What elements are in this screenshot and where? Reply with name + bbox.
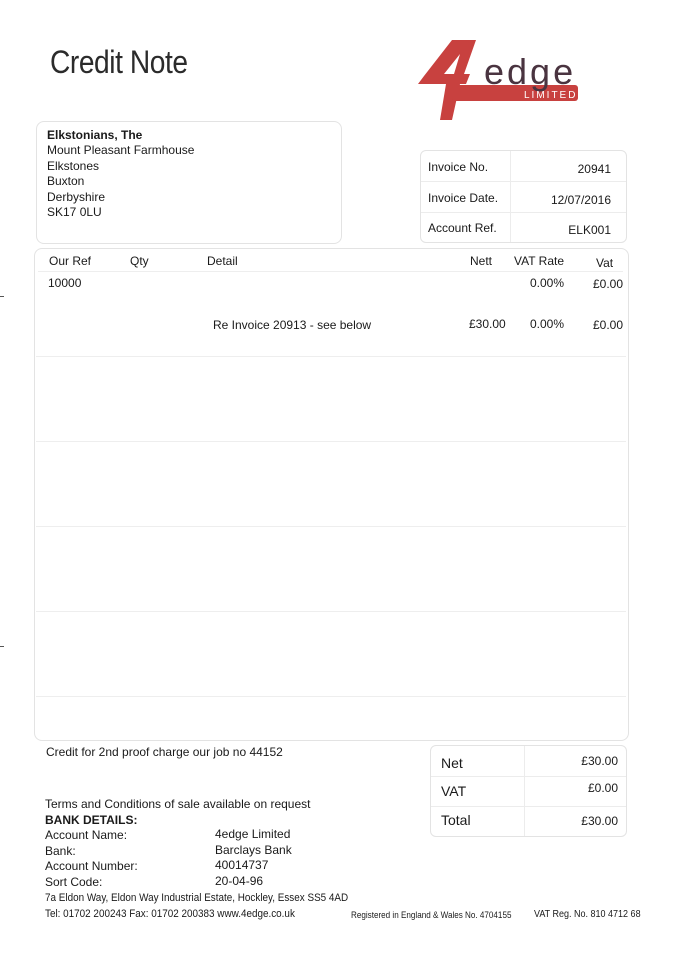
- bank-label: Bank:: [45, 844, 76, 858]
- page-title: Credit Note: [50, 44, 188, 80]
- credit-note-remark: Credit for 2nd proof charge our job no 44152: [46, 745, 283, 759]
- table-row-divider: [36, 526, 626, 527]
- bank-label: Account Number:: [45, 859, 138, 873]
- col-header-detail: Detail: [207, 254, 238, 268]
- row2-vat: £0.00: [593, 318, 624, 332]
- account-ref-value: ELK001: [568, 223, 611, 237]
- vat-registration: VAT Reg. No. 810 4712 68: [534, 909, 641, 920]
- terms-text: Terms and Conditions of sale available on request: [45, 797, 311, 811]
- bank-details-heading: BANK DETAILS:: [45, 813, 138, 827]
- invoice-date-value: 12/07/2016: [550, 193, 611, 207]
- vat-value: £0.00: [587, 781, 618, 795]
- account-ref-row: [421, 212, 626, 242]
- company-logo: [414, 34, 620, 126]
- row2-nett: £30.00: [469, 317, 506, 331]
- bank-value: 20-04-96: [215, 874, 264, 888]
- bank-value: 40014737: [215, 858, 269, 872]
- fold-mark: [0, 296, 4, 297]
- invoice-details-box: [420, 150, 627, 243]
- table-row-divider: [36, 441, 626, 442]
- bank-label: Sort Code:: [45, 875, 103, 889]
- invoice-date-row: [421, 182, 626, 213]
- bank-value: 4edge Limited: [215, 827, 291, 841]
- col-header-vat-rate: VAT Rate: [514, 254, 565, 268]
- company-contact: Tel: 01702 200243 Fax: 01702 200383 www.4edge.co.uk: [45, 908, 295, 920]
- col-header-ref: Our Ref: [49, 254, 92, 268]
- row2-detail: Re Invoice 20913 - see below: [213, 318, 372, 332]
- total-value: £30.00: [581, 814, 618, 828]
- address-line: Mount Pleasant Farmhouse: [47, 143, 195, 157]
- address-line: Elkstones: [47, 159, 100, 173]
- col-header-vat: Vat: [596, 256, 614, 270]
- invoice-date-label: Invoice Date.: [428, 191, 499, 205]
- row1-vat: £0.00: [593, 277, 624, 291]
- net-value: £30.00: [581, 754, 618, 768]
- bank-label: Account Name:: [45, 828, 128, 842]
- col-header-nett: Nett: [470, 254, 493, 268]
- company-address: 7a Eldon Way, Eldon Way Industrial Estate, Hockley, Essex SS5 4AD: [45, 892, 349, 904]
- table-row-divider: [36, 356, 626, 357]
- customer-name: Elkstonians, The: [47, 128, 143, 142]
- company-registration: Registered in England & Wales No. 4704155: [351, 910, 512, 920]
- invoice-number-row: [421, 151, 626, 182]
- invoice-number-label: Invoice No.: [428, 160, 489, 174]
- totals-total-row: [431, 806, 626, 836]
- row2-vat-rate: 0.00%: [530, 317, 565, 331]
- totals-net-row: [431, 746, 626, 777]
- fold-mark: [0, 646, 4, 647]
- logo-four-shape: [418, 40, 476, 120]
- total-label: Total: [441, 812, 471, 828]
- net-label: Net: [441, 755, 463, 771]
- vat-label: VAT: [441, 783, 467, 799]
- address-line: Buxton: [47, 174, 85, 188]
- address-line: Derbyshire: [47, 190, 106, 204]
- totals-vat-row: [431, 776, 626, 807]
- table-row-divider: [36, 696, 626, 697]
- table-row-divider: [36, 611, 626, 612]
- bank-value: Barclays Bank: [215, 843, 292, 857]
- col-header-qty: Qty: [130, 254, 149, 268]
- invoice-number-value: 20941: [577, 162, 611, 176]
- address-line: SK17 0LU: [47, 205, 102, 219]
- row1-ref: 10000: [48, 276, 82, 290]
- logo-wordmark: edge: [484, 51, 577, 92]
- totals-box: [430, 745, 627, 837]
- header-divider: [38, 271, 623, 272]
- logo-tagline: LIMITED: [524, 90, 578, 101]
- row1-vat-rate: 0.00%: [530, 276, 565, 290]
- account-ref-label: Account Ref.: [428, 221, 497, 235]
